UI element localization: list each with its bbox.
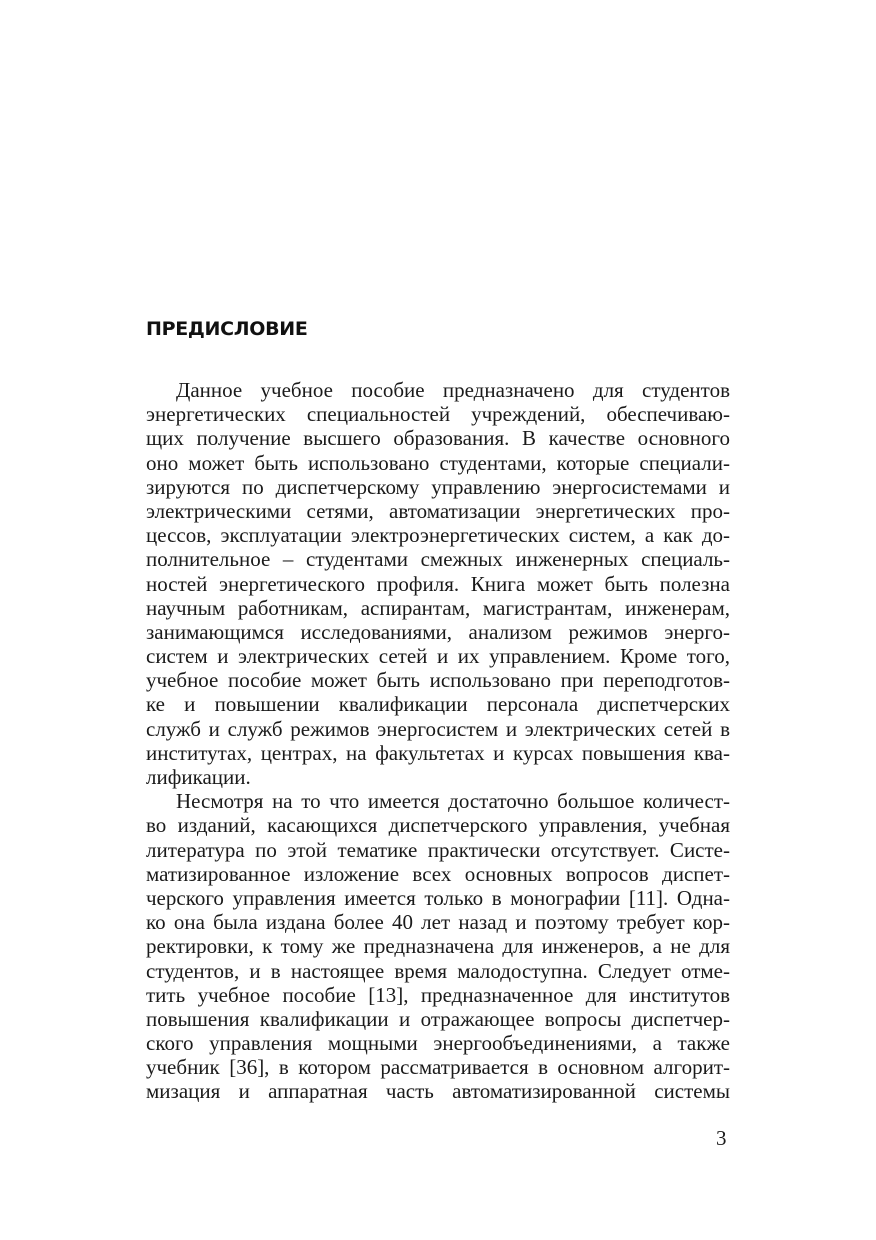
page-title: ПРЕДИСЛОВИЕ (146, 318, 308, 340)
text-line: мизация и аппаратная часть автоматизированной системы (146, 1079, 730, 1104)
text-line: оно может быть использовано студентами, которые специали- (146, 450, 730, 475)
text-line: черского управления имеется только в монографии [11]. Одна- (146, 885, 730, 910)
text-line: служб и служб режимов энергосистем и электрических сетей в (146, 716, 730, 741)
text-line: ректировки, к тому же предназначена для инженеров, а не для (146, 934, 730, 959)
page-number: 3 (716, 1126, 727, 1150)
text-line: повышения квалификации и отражающее вопросы диспетчер- (146, 1006, 730, 1031)
text-line: учебное пособие может быть использовано при переподготов- (146, 668, 730, 693)
text-line: институтах, центрах, на факультетах и курсах повышения ква- (146, 740, 730, 765)
text-line: Несмотря на то что имеется достаточно большое количест- (176, 789, 730, 814)
text-line: во изданий, касающихся диспетчерского управления, учебная (146, 813, 730, 838)
text-line: ского управления мощными энергообъединениями, а также (146, 1031, 730, 1056)
text-line: матизированное изложение всех основных вопросов диспет- (146, 861, 730, 886)
text-line: энергетических специальностей учреждений, обеспечиваю- (146, 402, 730, 427)
text-line: электрическими сетями, автоматизации энергетических про- (146, 498, 730, 523)
text-line: щих получение высшего образования. В качестве основного (146, 426, 730, 451)
text-line: ко она была издана более 40 лет назад и поэтому требует кор- (146, 910, 730, 935)
text-line: цессов, эксплуатации электроэнергетических систем, а как до- (146, 523, 730, 548)
text-line: зируются по диспетчерскому управлению энергосистемами и (146, 474, 730, 499)
text-line: тить учебное пособие [13], предназначенное для институтов (146, 982, 730, 1007)
text-line: полнительное – студентами смежных инженерных специаль- (146, 547, 730, 572)
text-line: Данное учебное пособие предназначено для студентов (176, 378, 730, 402)
text-line: лификации. (146, 765, 251, 789)
text-line: студентов, и в настоящее время малодоступна. Следует отме- (146, 958, 730, 983)
text-line: литература по этой тематике практически отсутствует. Систе- (146, 837, 730, 862)
text-line: систем и электрических сетей и их управлением. Кроме того, (146, 644, 730, 669)
text-line: учебник [36], в котором рассматривается в основном алгорит- (146, 1055, 730, 1080)
text-line: занимающимся исследованиями, анализом режимов энерго- (146, 619, 730, 644)
body-text (146, 378, 730, 1104)
text-line: ке и повышении квалификации персонала диспетчерских (146, 692, 730, 717)
text-line: ностей энергетического профиля. Книга может быть полезна (146, 571, 730, 596)
text-line: научным работникам, аспирантам, магистрантам, инженерам, (146, 595, 730, 620)
